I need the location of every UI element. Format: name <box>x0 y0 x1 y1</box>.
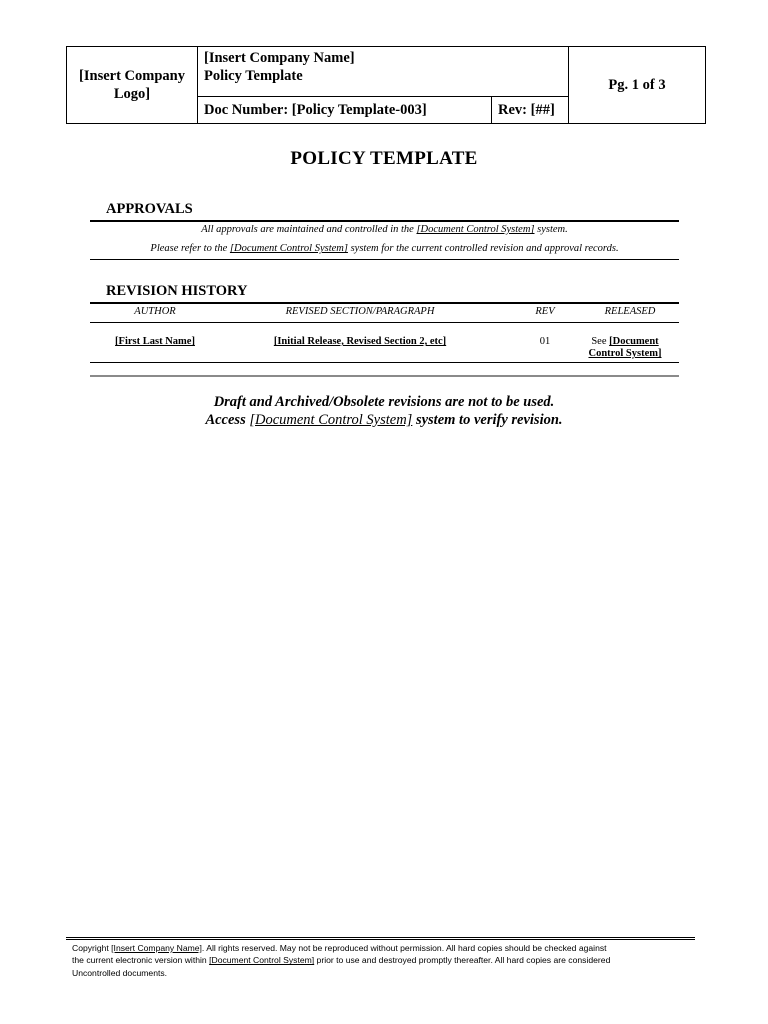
revision-top-rule <box>90 302 679 304</box>
row-revised-section: [Initial Release, Revised Section 2, etc] <box>273 336 447 347</box>
company-name-link[interactable]: [Insert Company Name] <box>111 943 202 953</box>
document-control-system-link[interactable]: [Document Control System] <box>209 955 315 966</box>
revision-row-rule <box>90 362 679 363</box>
row-rev: 01 <box>539 336 551 347</box>
approvals-heading: APPROVALS <box>106 201 193 217</box>
draft-notice-line-2: Access [Document Control System] system to verify revision. <box>205 412 563 428</box>
approvals-line-1: All approvals are maintained and controlled in the [Document Control System] system. <box>201 224 568 235</box>
column-header-rev: REV <box>535 306 555 317</box>
page-indicator: Pg. 1 of 3 <box>569 47 706 124</box>
footer-rule <box>66 939 695 940</box>
row-author: [First Last Name] <box>115 336 195 347</box>
column-header-revised-section: REVISED SECTION/PARAGRAPH <box>285 306 435 317</box>
copyright-footer: Copyright [Insert Company Name]. All rights reserved. May not be reproduced without permission. All hard copies should be checked against the current electronic version within [Document Control System] prior to use and destroyed promptly thereafter. All hard copies are considered Uncontrolled documents. <box>72 943 611 978</box>
column-header-released: RELEASED <box>604 306 656 317</box>
document-control-system-link[interactable]: [Document Control System] <box>229 243 348 254</box>
revision-bottom-rule <box>90 375 679 377</box>
revision-history-heading: REVISION HISTORY <box>106 283 248 299</box>
doc-number: Doc Number: [Policy Template-003] <box>198 97 492 124</box>
approvals-line-2: Please refer to the [Document Control System] system for the current controlled revision and approval records. <box>150 243 619 254</box>
document-control-system-link[interactable]: [Document Control System] <box>249 412 413 428</box>
company-name: [Insert Company Name] <box>204 50 355 66</box>
draft-notice-line-1: Draft and Archived/Obsolete revisions are not to be used. <box>213 394 555 410</box>
document-header <box>66 46 706 124</box>
approvals-bottom-rule <box>90 259 679 260</box>
company-logo-placeholder: [Insert Company Logo] <box>67 47 198 124</box>
document-control-system-link[interactable]: [Document <box>609 336 659 347</box>
footer-rule <box>66 937 695 938</box>
company-name-cell <box>198 47 569 97</box>
document-control-system-link[interactable]: [Document Control System] <box>416 224 535 235</box>
page-title: POLICY TEMPLATE <box>290 148 478 169</box>
row-released: See [Document Control System] <box>588 336 662 359</box>
column-header-author: AUTHOR <box>134 306 176 317</box>
revision-header-rule <box>90 322 679 323</box>
document-control-system-link[interactable]: Control System] <box>588 348 662 359</box>
approvals-top-rule <box>90 220 679 222</box>
document-type: Policy Template <box>204 68 303 84</box>
revision-number: Rev: [##] <box>492 97 569 124</box>
